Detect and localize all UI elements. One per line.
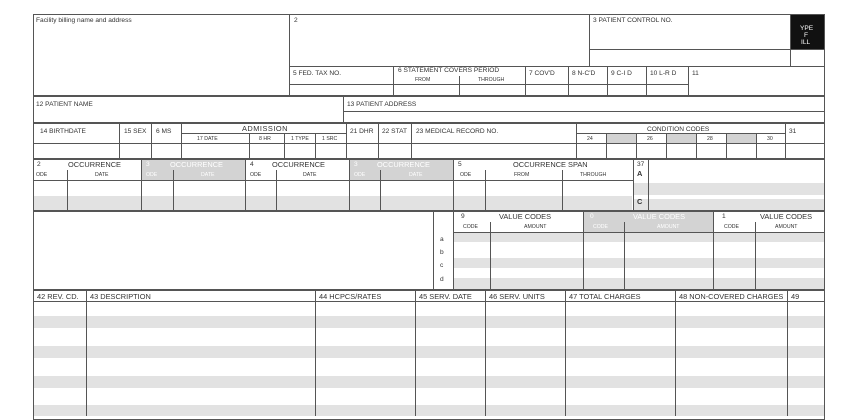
admission-src-label: 1 SRC [322, 136, 338, 142]
dhr-label: 21 DHR [350, 128, 374, 135]
occurrence-2-title: OCCURRENCE [170, 160, 223, 169]
service-line-stripe-3 [34, 376, 824, 388]
sex-label: 15 SEX [124, 128, 147, 135]
occurrence-stripe [34, 196, 632, 210]
occurrence-3-code-label: ODE [250, 172, 262, 178]
medical-record-label: 23 MEDICAL RECORD NO. [416, 128, 499, 135]
ncd-label: 8 N-C'D [572, 70, 596, 77]
condition-codes-label: CONDITION CODES [647, 126, 710, 133]
patient-name-label: 12 PATIENT NAME [36, 101, 93, 108]
value-codes-1-amount-label: AMOUNT [524, 224, 547, 230]
birthdate-label: 14 BIRTHDATE [40, 128, 86, 135]
fed-tax-label: 5 FED. TAX NO. [293, 70, 342, 77]
type-of-bill-label-3: ILL [801, 39, 811, 46]
occurrence-span-title: OCCURRENCE SPAN [513, 160, 588, 169]
rev-cd-label: 42 REV. CD. [37, 292, 79, 301]
patient-frame [33, 96, 825, 123]
value-codes-2-amount-label: AMOUNT [657, 224, 680, 230]
condition-code-shade-1 [606, 134, 636, 143]
occurrence-2-num: 3 [146, 161, 150, 168]
value-codes-stripe-2 [454, 258, 824, 268]
condition-code-24-label: 24 [587, 136, 593, 142]
occurrence-span-num: 5 [458, 161, 462, 168]
occurrence-3-title: OCCURRENCE [272, 160, 325, 169]
value-codes-3-title: VALUE CODES [760, 212, 813, 221]
total-charges-label: 47 TOTAL CHARGES [569, 292, 641, 301]
service-line-stripe-2 [34, 346, 824, 358]
patient-address-label: 13 PATIENT ADDRESS [347, 101, 417, 108]
stat-label: 22 STAT [382, 128, 408, 135]
field-2-label: 2 [294, 17, 298, 24]
value-codes-3-code-label: CODE [724, 224, 739, 230]
occurrence-4-num: 3 [354, 161, 358, 168]
field-37-row-c: C [637, 197, 643, 206]
occurrence-2-code-label: ODE [146, 172, 158, 178]
field-37-stripe-1 [634, 183, 824, 195]
admission-type-label: 1 TYPE [291, 136, 309, 142]
non-covered-charges-label: 48 NON-COVERED CHARGES [679, 292, 784, 301]
occurrence-span-through-label: THROUGH [580, 172, 607, 178]
value-codes-2-title: VALUE CODES [633, 212, 686, 221]
value-codes-2-num: 0 [590, 213, 594, 220]
value-codes-2-code-label: CODE [593, 224, 608, 230]
cid-label: 9 C-I D [611, 70, 632, 77]
occurrence-1-code-label: ODE [36, 172, 48, 178]
field-11-label: 11 [692, 70, 699, 77]
occurrence-4-code-label: ODE [354, 172, 366, 178]
value-codes-row-c: c [440, 262, 444, 269]
covd-label: 7 COV'D [529, 70, 555, 77]
value-codes-row-b: b [440, 249, 444, 256]
occurrence-1-title: OCCURRENCE [68, 160, 121, 169]
admission-label: ADMISSION [242, 124, 288, 133]
condition-code-shade-3 [726, 134, 756, 143]
field-37-label: 37 [637, 161, 645, 168]
admission-hour-label: 8 HR [259, 136, 271, 142]
description-label: 43 DESCRIPTION [90, 292, 151, 301]
value-codes-1-title: VALUE CODES [499, 212, 552, 221]
condition-code-shade-2 [666, 134, 696, 143]
occurrence-span-from-label: FROM [514, 172, 530, 178]
value-codes-row-d: d [440, 276, 444, 283]
field-37-stripe-2 [634, 199, 824, 210]
occurrence-1-date-label: DATE [95, 172, 109, 178]
patient-control-label: 3 PATIENT CONTROL NO. [593, 17, 673, 24]
value-codes-3-amount-label: AMOUNT [775, 224, 798, 230]
field-49-label: 49 [791, 292, 800, 301]
field-37-row-a: A [637, 169, 643, 178]
occurrence-4-title: OCCURRENCE [377, 160, 430, 169]
serv-units-label: 46 SERV. UNITS [489, 292, 545, 301]
value-codes-1-num: 9 [461, 213, 465, 220]
type-of-bill-label-2: F [804, 32, 809, 39]
occurrence-2-date-label: DATE [201, 172, 215, 178]
hcpcs-rates-label: 44 HCPCS/RATES [319, 292, 382, 301]
value-codes-row-a: a [440, 236, 444, 243]
statement-through-label: THROUGH [478, 77, 505, 83]
occurrence-1-num: 2 [37, 161, 41, 168]
type-of-bill-label-1: YPE [800, 25, 814, 32]
value-codes-1-code-label: CODE [463, 224, 478, 230]
service-line-stripe-4 [34, 405, 824, 416]
field-31-label: 31 [789, 128, 797, 135]
statement-from-label: FROM [415, 77, 431, 83]
occurrence-3-date-label: DATE [303, 172, 317, 178]
occurrence-4-date-label: DATE [409, 172, 423, 178]
service-line-stripe-1 [34, 316, 824, 328]
admission-date-label: 17 DATE [197, 136, 218, 142]
lrd-label: 10 L-R D [650, 70, 677, 77]
occurrence-span-code-label: ODE [460, 172, 472, 178]
condition-code-28-label: 28 [707, 136, 713, 142]
condition-code-26-label: 26 [647, 136, 653, 142]
statement-period-label: 6 STATEMENT COVERS PERIOD [398, 67, 500, 74]
facility-label: Facility billing name and address [36, 17, 132, 24]
ms-label: 6 MS [156, 128, 172, 135]
occurrence-3-num: 4 [250, 161, 254, 168]
condition-code-30-label: 30 [767, 136, 773, 142]
value-codes-stripe-1 [454, 232, 824, 242]
value-codes-3-num: 1 [722, 213, 726, 220]
value-codes-stripe-3 [454, 278, 824, 289]
serv-date-label: 45 SERV. DATE [419, 292, 472, 301]
